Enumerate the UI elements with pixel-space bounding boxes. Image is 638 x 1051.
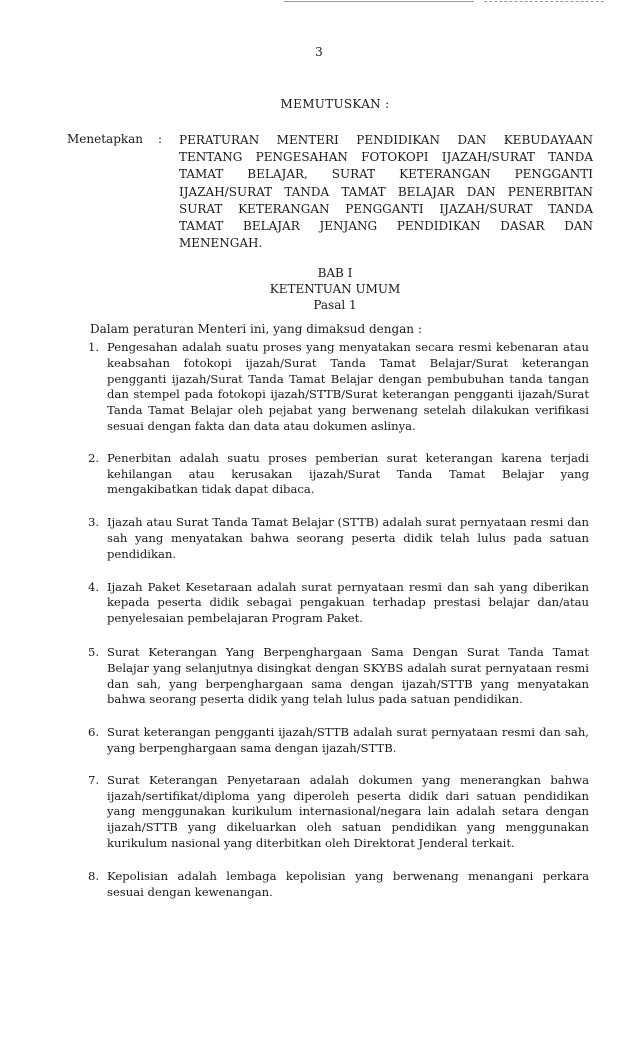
item-number: 2. <box>88 450 100 465</box>
item-number: 3. <box>88 515 100 530</box>
definitions-intro: Dalam peraturan Menteri ini, yang dimaksud dengan : <box>90 322 422 336</box>
list-item <box>0 869 638 901</box>
item-text: Surat Keterangan Yang Berpenghargaan Sama Dengan Surat Tanda Tamat Belajar yang selanjutnya disingkat dengan SKYBS adalah surat pernyataan resmi dan sah, yang berpenghargaan sama dengan ijazah/STTB yang menyatakan bahwa seorang peserta didik yang telah lulus pada satuan pendidikan. <box>107 644 589 707</box>
item-text: Ijazah atau Surat Tanda Tamat Belajar (STTB) adalah surat pernyataan resmi dan sah yang menyatakan bahwa seorang peserta didik telah lulus pada satuan pendidikan. <box>107 515 589 561</box>
item-text: Surat Keterangan Penyetaraan adalah dokumen yang menerangkan bahwa ijazah/sertifikat/diploma yang diperoleh peserta didik dari satuan pendidikan yang menggunakan kurikulum internasional/negara lain adalah setara dengan ijazah/STTB yang dikeluarkan oleh satuan pendidikan yang menggunakan kurikulum nasional yang diterbitkan oleh Direktorat Jenderal terkait. <box>107 772 589 850</box>
item-text: Kepolisian adalah lembaga kepolisian yang berwenang menangani perkara sesuai dengan kewenangan. <box>107 868 589 899</box>
page-number: 3 <box>315 45 323 59</box>
definitions-list <box>0 340 638 900</box>
list-item <box>0 340 638 435</box>
list-item <box>0 725 638 757</box>
menetapkan-colon: : <box>158 132 163 146</box>
item-text: Ijazah Paket Kesetaraan adalah surat pernyataan resmi dan sah yang diberikan kepada peserta didik sebagai pengakuan terhadap prestasi belajar dan/atau penyelesaian pembelajaran Program Paket. <box>107 579 589 626</box>
item-number: 6. <box>88 725 100 740</box>
item-text: Pengesahan adalah suatu proses yang menyatakan secara resmi kebenaran atau keabsahan fotokopi ijazah/Surat Tanda Tamat Belajar/Surat keterangan pengganti ijazah/Surat Tanda Tamat Belajar dengan pembubuhan tanda tangan dan stempel pada fotokopi ijazah/STTB/Surat keterangan pengganti ijazah/Surat Tanda Tamat Belajar oleh pejabat yang berwenang setelah dilakukan verifikasi sesuai dengan fakta dan data atau dokumen aslinya. <box>107 340 589 433</box>
chapter-block <box>0 265 638 313</box>
item-text: Penerbitan adalah suatu proses pemberian surat keterangan karena terjadi kehilangan atau kerusakan ijazah/Surat Tanda Tamat Belajar yang mengakibatkan tidak dapat dibaca. <box>107 450 589 497</box>
list-item <box>0 515 638 562</box>
item-text: Surat keterangan pengganti ijazah/STTB adalah surat pernyataan resmi dan sah, yang berpenghargaan sama dengan ijazah/STTB. <box>107 725 589 755</box>
chapter-title: KETENTUAN UMUM <box>269 282 401 296</box>
list-item <box>0 773 638 852</box>
list-item <box>0 645 638 708</box>
item-number: 8. <box>88 868 100 883</box>
list-item <box>0 580 638 627</box>
top-rule-left <box>284 1 474 2</box>
top-rule-right <box>484 1 604 2</box>
item-number: 5. <box>88 644 100 659</box>
menetapkan-label: Menetapkan <box>67 132 144 146</box>
item-number: 4. <box>88 579 100 594</box>
item-number: 7. <box>88 772 100 787</box>
regulation-title: PERATURAN MENTERI PENDIDIKAN DAN KEBUDAYAAN TENTANG PENGESAHAN FOTOKOPI IJAZAH/SURAT TANDA TAMAT BELAJAR, SURAT KETERANGAN PENGGANTI IJAZAH/SURAT TANDA TAMAT BELAJAR DAN PENERBITAN SURAT KETERANGAN PENGGANTI IJAZAH/SURAT TANDA TAMAT BELAJAR JENJANG PENDIDIKAN DASAR DAN MENENGAH. <box>179 133 593 251</box>
item-number: 1. <box>88 340 100 354</box>
decision-heading: MEMUTUSKAN : <box>280 97 390 111</box>
chapter-number: BAB I <box>317 266 353 280</box>
list-item <box>0 451 638 498</box>
article-number: Pasal 1 <box>313 298 357 312</box>
